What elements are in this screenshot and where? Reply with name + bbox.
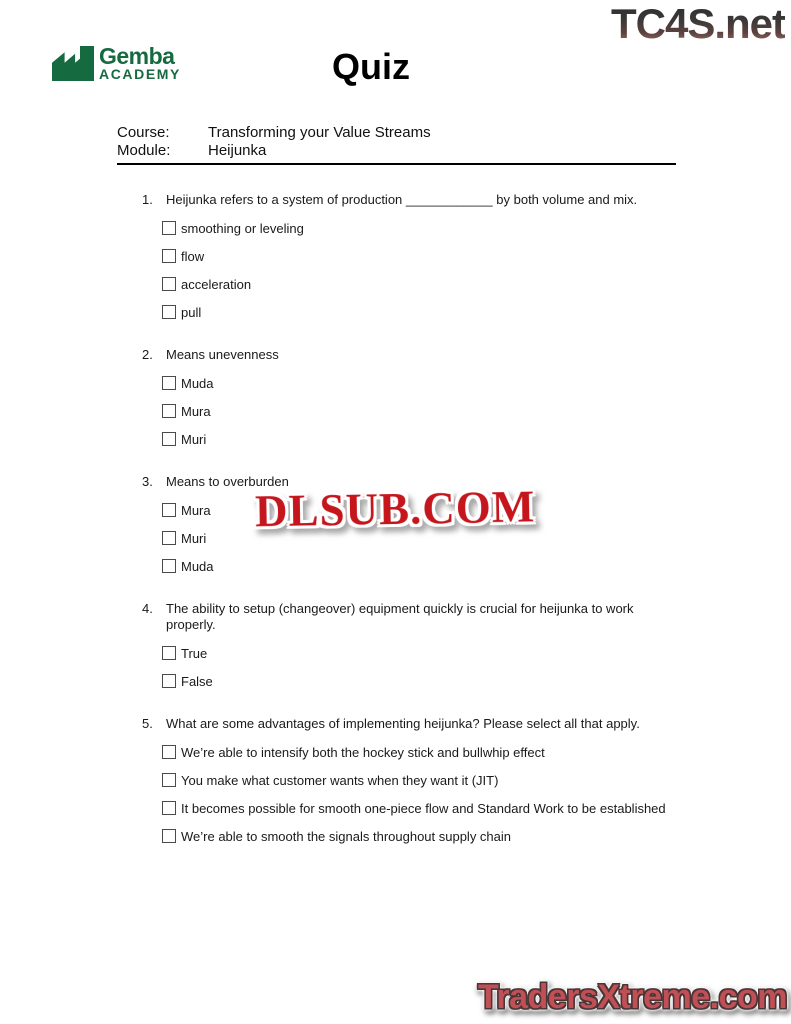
- question-5: [142, 716, 676, 844]
- module-value: Heijunka: [208, 142, 267, 159]
- option-label: Muda: [181, 375, 214, 391]
- option-row: [162, 645, 676, 661]
- question-1: [142, 192, 676, 320]
- question-5-options: [162, 744, 676, 844]
- question-text: Means to overburden: [166, 474, 289, 489]
- option-row: [162, 403, 676, 419]
- checkbox[interactable]: [162, 829, 176, 843]
- logo-subtitle: ACADEMY: [99, 66, 181, 82]
- question-number: 3.: [142, 474, 153, 489]
- question-number: 5.: [142, 716, 153, 731]
- checkbox[interactable]: [162, 376, 176, 390]
- option-row: [162, 558, 676, 574]
- course-label: Course:: [117, 124, 170, 141]
- question-2: [142, 347, 676, 447]
- watermark-tradersxtreme: TradersXtreme.com: [478, 978, 787, 1016]
- quiz-meta: [117, 124, 676, 165]
- checkbox[interactable]: [162, 531, 176, 545]
- checkbox[interactable]: [162, 221, 176, 235]
- checkbox[interactable]: [162, 432, 176, 446]
- question-text: Heijunka refers to a system of production ____________ by both volume and mix.: [166, 192, 638, 207]
- question-number: 1.: [142, 192, 153, 207]
- option-label: You make what customer wants when they want it (JIT): [181, 772, 499, 788]
- option-row: [162, 828, 676, 844]
- checkbox[interactable]: [162, 674, 176, 688]
- question-1-head: [142, 192, 676, 208]
- question-4-options: [162, 645, 676, 689]
- question-2-head: [142, 347, 676, 363]
- option-label: It becomes possible for smooth one-piece flow and Standard Work to be established: [181, 800, 666, 816]
- page-title: Quiz: [332, 46, 410, 87]
- option-label: Muda: [181, 558, 214, 574]
- option-label: False: [181, 673, 213, 689]
- question-text: Means unevenness: [166, 347, 279, 362]
- question-2-options: [162, 375, 676, 447]
- logo-name: Gemba: [99, 43, 175, 69]
- question-4: [142, 601, 676, 689]
- option-row: [162, 304, 676, 320]
- option-label: pull: [181, 304, 202, 320]
- option-row: [162, 673, 676, 689]
- option-row: [162, 220, 676, 236]
- option-label: acceleration: [181, 276, 252, 292]
- option-row: [162, 375, 676, 391]
- checkbox[interactable]: [162, 646, 176, 660]
- option-row: [162, 744, 676, 760]
- option-label: smoothing or leveling: [181, 220, 304, 236]
- question-number: 2.: [142, 347, 153, 362]
- watermark-tc4s: TC4S.net: [610, 0, 785, 47]
- module-label: Module:: [117, 142, 171, 159]
- course-value: Transforming your Value Streams: [208, 124, 431, 141]
- question-4-head: [142, 601, 676, 633]
- question-number: 4.: [142, 601, 153, 616]
- option-row: [162, 431, 676, 447]
- question-text: The ability to setup (changeover) equipment quickly is crucial for heijunka to work properly.: [166, 601, 634, 632]
- checkbox[interactable]: [162, 503, 176, 517]
- option-row: [162, 772, 676, 788]
- watermark-dlsub: DLSUB.COM: [254, 481, 536, 537]
- checkbox[interactable]: [162, 277, 176, 291]
- checkbox[interactable]: [162, 305, 176, 319]
- checkbox[interactable]: [162, 773, 176, 787]
- option-label: Muri: [181, 431, 207, 447]
- option-label: True: [181, 645, 208, 661]
- checkbox[interactable]: [162, 559, 176, 573]
- checkbox[interactable]: [162, 249, 176, 263]
- option-row: [162, 248, 676, 264]
- option-label: We’re able to intensify both the hockey stick and bullwhip effect: [181, 744, 545, 760]
- option-label: We’re able to smooth the signals throughout supply chain: [181, 828, 512, 844]
- option-label: Mura: [181, 403, 211, 419]
- course-row: [117, 124, 676, 142]
- option-label: flow: [181, 248, 205, 264]
- checkbox[interactable]: [162, 745, 176, 759]
- option-row: [162, 276, 676, 292]
- question-text: What are some advantages of implementing heijunka? Please select all that apply.: [166, 716, 640, 731]
- question-5-head: [142, 716, 676, 732]
- option-label: Mura: [181, 502, 211, 518]
- module-row: [117, 142, 676, 160]
- option-label: Muri: [181, 530, 207, 546]
- option-row: [162, 800, 676, 816]
- question-1-options: [162, 220, 676, 320]
- checkbox[interactable]: [162, 404, 176, 418]
- checkbox[interactable]: [162, 801, 176, 815]
